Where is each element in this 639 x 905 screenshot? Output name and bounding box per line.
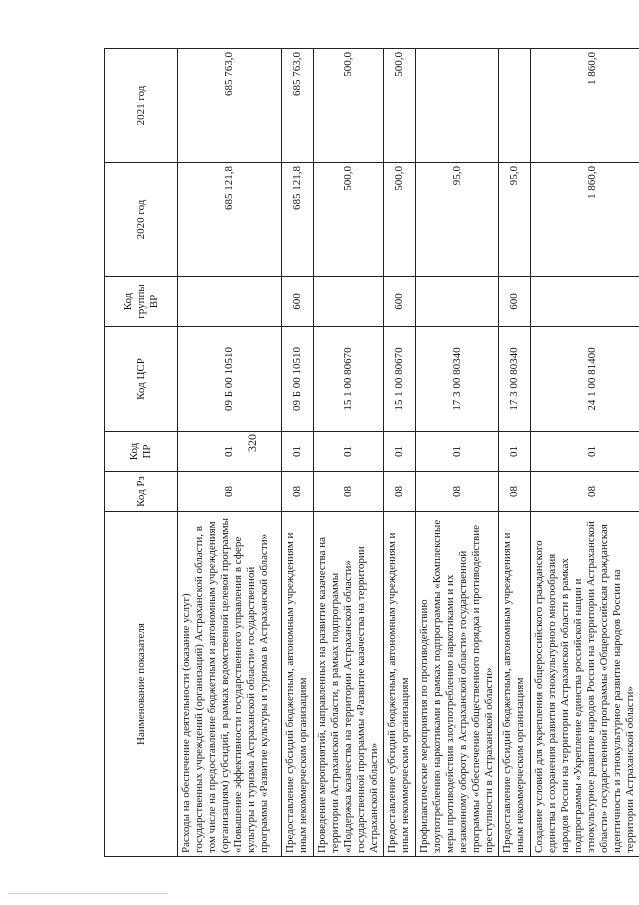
row-name: Профилактические мероприятия по противодействию злоупотреблению наркотиками в рамках подпрограммы «Комплексные меры противодействия злоупотреблению наркотиками и их незаконному обороту в Астраханской области» государственной программы «Обеспечение общественного порядка и противодействие преступности в Астраханской области» bbox=[416, 512, 499, 857]
budget-table bbox=[104, 48, 639, 857]
header-row bbox=[105, 49, 178, 857]
row-2021: 500,0 bbox=[314, 49, 384, 163]
row-name: Предоставление субсидий бюджетным, автономным учреждениям и иным некоммерческим организациям bbox=[384, 512, 416, 857]
header-rz: Код Рз bbox=[105, 472, 178, 512]
header-pr: Код ПР bbox=[105, 432, 178, 472]
row-rz: 08 bbox=[178, 472, 282, 512]
row-pr: 01 bbox=[178, 432, 282, 472]
scan-edge-line bbox=[8, 893, 168, 894]
row-csr: 15 1 00 80670 bbox=[314, 327, 384, 432]
row-pr: 01 bbox=[282, 432, 314, 472]
row-pr: 01 bbox=[416, 432, 499, 472]
row-csr: 09 Б 00 10510 bbox=[282, 327, 314, 432]
header-2020: 2020 год bbox=[105, 163, 178, 277]
row-2020: 500,0 bbox=[314, 163, 384, 277]
row-name: Расходы на обеспечение деятельности (оказание услуг) государственных учреждений (организаций) Астраханской области, в том числе на предоставление бюджетным и автономным учреждениям (организациям) субсидий, в рамках ведомственной целевой программы «Повышение эффективности государственного управления в сфере культуры и туризма Астраханской области» государственной программы «Развитие культуры и туризма в Астраханской области» bbox=[178, 512, 282, 857]
table-row bbox=[531, 49, 639, 857]
row-2021 bbox=[416, 49, 499, 163]
row-2021: 500,0 bbox=[384, 49, 416, 163]
row-name: Предоставление субсидий бюджетным, автономным учреждениям и иным некоммерческим организациям bbox=[499, 512, 531, 857]
table-row bbox=[416, 49, 499, 857]
row-rz: 08 bbox=[282, 472, 314, 512]
header-name: Наименование показателя bbox=[105, 512, 178, 857]
row-vr: 600 bbox=[384, 277, 416, 327]
row-vr: 600 bbox=[499, 277, 531, 327]
row-2021: 1 860,0 bbox=[531, 49, 639, 163]
row-pr: 01 bbox=[499, 432, 531, 472]
row-2021 bbox=[499, 49, 531, 163]
table-row bbox=[282, 49, 314, 857]
row-pr: 01 bbox=[314, 432, 384, 472]
row-vr bbox=[416, 277, 499, 327]
header-vr: Код группы ВР bbox=[105, 277, 178, 327]
row-rz: 08 bbox=[416, 472, 499, 512]
row-2020: 1 860,0 bbox=[531, 163, 639, 277]
row-2021: 685 763,0 bbox=[282, 49, 314, 163]
row-vr bbox=[531, 277, 639, 327]
table-row bbox=[384, 49, 416, 857]
table-row bbox=[178, 49, 282, 857]
row-2020: 685 121,8 bbox=[178, 163, 282, 277]
header-2021: 2021 год bbox=[105, 49, 178, 163]
row-vr: 600 bbox=[282, 277, 314, 327]
row-csr: 09 Б 00 10510 bbox=[178, 327, 282, 432]
page-number: 320 bbox=[245, 434, 259, 452]
row-pr: 01 bbox=[384, 432, 416, 472]
rotated-table-sheet bbox=[104, 49, 634, 857]
row-pr: 01 bbox=[531, 432, 639, 472]
row-2020: 685 121,8 bbox=[282, 163, 314, 277]
row-name: Создание условий для укрепления общероссийского гражданского единства и сохранения развития этнокультурного многообразия народов России на территории Астраханской области в рамках подпрограммы «Укрепление единства российской нации и этнокультурное развитие народов России на территории Астраханской области» государственной программы «Общероссийская гражданская идентичность и этнокультурное развитие народов России на территории Астраханской области» bbox=[531, 512, 639, 857]
row-csr: 17 3 00 80340 bbox=[499, 327, 531, 432]
row-2020: 95,0 bbox=[416, 163, 499, 277]
row-name: Проведение мероприятий, направленных на развитие казачества на территории Астраханской области, в рамках подпрограммы «Поддержка казачества на территории Астраханской области» государственной программы «Развитие казачества на территории Астраханской области» bbox=[314, 512, 384, 857]
row-rz: 08 bbox=[499, 472, 531, 512]
row-vr bbox=[178, 277, 282, 327]
row-vr bbox=[314, 277, 384, 327]
row-name: Предоставление субсидий бюджетным, автономным учреждениям и иным некоммерческим организациям bbox=[282, 512, 314, 857]
row-2020: 500,0 bbox=[384, 163, 416, 277]
row-rz: 08 bbox=[314, 472, 384, 512]
table-row bbox=[314, 49, 384, 857]
row-rz: 08 bbox=[384, 472, 416, 512]
row-csr: 24 1 00 81400 bbox=[531, 327, 639, 432]
row-rz: 08 bbox=[531, 472, 639, 512]
header-csr: Код ЦСР bbox=[105, 327, 178, 432]
table-row bbox=[499, 49, 531, 857]
row-2021: 685 763,0 bbox=[178, 49, 282, 163]
row-2020: 95,0 bbox=[499, 163, 531, 277]
row-csr: 15 1 00 80670 bbox=[384, 327, 416, 432]
row-csr: 17 3 00 80340 bbox=[416, 327, 499, 432]
